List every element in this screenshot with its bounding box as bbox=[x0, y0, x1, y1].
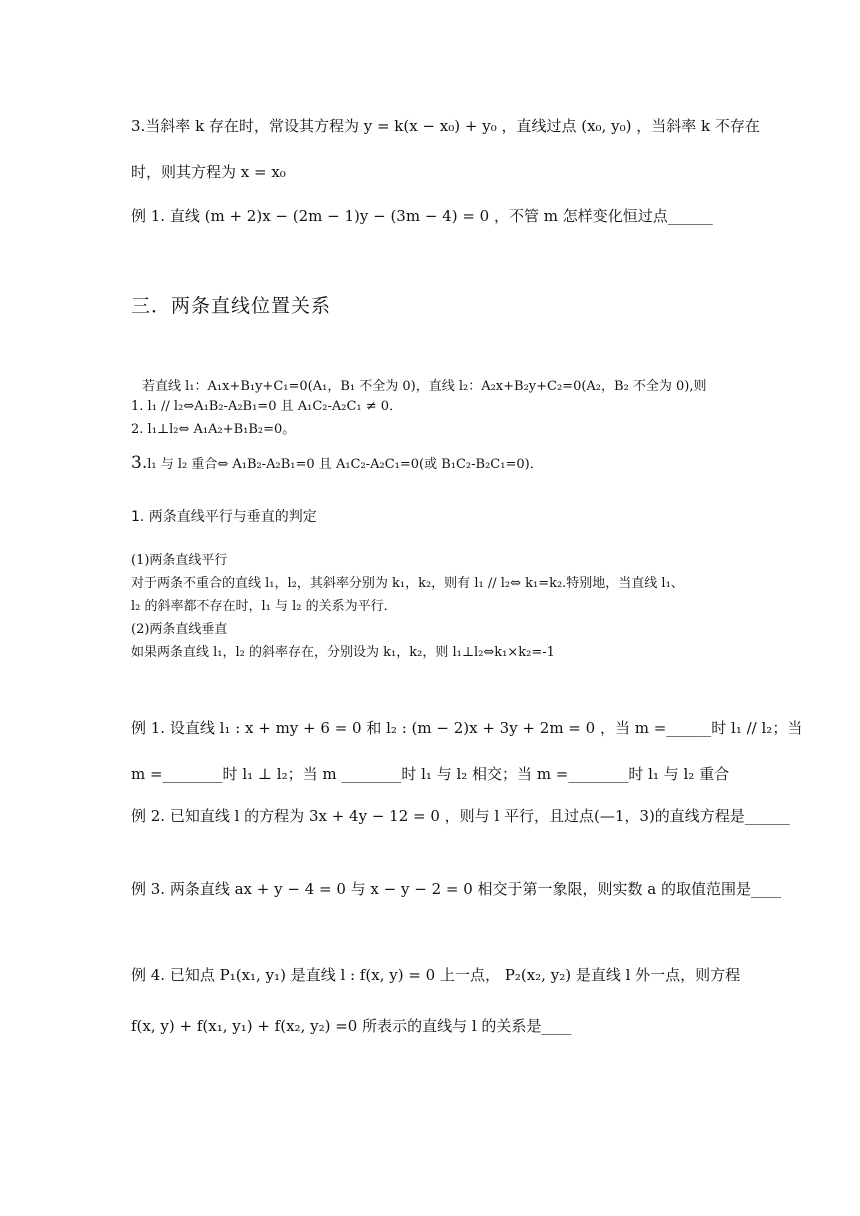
rule-parallel: 1. l₁ // l₂⇔A₁B₂-A₂B₁=0 且 A₁C₂-A₂C₁ ≠ 0． bbox=[131, 399, 403, 414]
perpendicular-text: 如果两条直线 l₁，l₂ 的斜率存在，分别设为 k₁，k₂，则 l₁⊥l₂⇔k₁×k₂=-1 bbox=[131, 645, 555, 660]
parallel-heading: (1)两条直线平行 bbox=[131, 553, 228, 568]
rule-coincide bbox=[131, 454, 543, 474]
example-1-line-b: m =________时 l₁ ⊥ l₂；当 m ________时 l₁ 与 l₂ 相交；当 m =________时 l₁ 与 l₂ 重合 bbox=[131, 765, 730, 783]
parallel-text-2: l₂ 的斜率都不存在时，l₁ 与 l₂ 的关系为平行． bbox=[131, 599, 397, 614]
perpendicular-heading: (2)两条直线垂直 bbox=[131, 622, 228, 637]
example-1-fixed-point: 例 1. 直线 (m + 2)x − (2m − 1)y − (3m − 4) = 0 ，不管 m 怎样变化恒过点______ bbox=[131, 207, 713, 225]
rule-coincide-text: l₁ 与 l₂ 重合⇔ A₁B₂-A₂B₁=0 且 A₁C₂-A₂C₁=0(或 B₁C₂-B₂C₁=0)． bbox=[147, 457, 543, 472]
example-4-line-a: 例 4. 已知点 P₁(x₁, y₁) 是直线 l : f(x, y) = 0 上一点， P₂(x₂, y₂) 是直线 l 外一点，则方程 bbox=[131, 966, 741, 984]
example-1-line-a: 例 1. 设直线 l₁ : x + my + 6 = 0 和 l₂ : (m − 2)x + 3y + 2m = 0 ，当 m =______时 l₁ // l₂；当 bbox=[131, 719, 803, 737]
rule-coincide-number: 3. bbox=[131, 453, 148, 473]
section-title: 三．两条直线位置关系 bbox=[131, 295, 332, 317]
example-2: 例 2. 已知直线 l 的方程为 3x + 4y − 12 = 0 ，则与 l 平行，且过点(—1，3)的直线方程是______ bbox=[131, 807, 790, 825]
lines-condition: 若直线 l₁：A₁x+B₁y+C₁=0(A₁，B₁ 不全为 0)，直线 l₂：A₂x+B₂y+C₂=0(A₂，B₂ 不全为 0),则 bbox=[142, 379, 707, 394]
subsection-title: 1. 两条直线平行与垂直的判定 bbox=[131, 509, 317, 525]
intro-line-1: 3.当斜率 k 存在时，常设其方程为 y = k(x − x₀) + y₀ ，直线过点 (x₀, y₀) ，当斜率 k 不存在 bbox=[131, 117, 760, 135]
rule-perpendicular: 2. l₁⊥l₂⇔ A₁A₂+B₁B₂=0。 bbox=[131, 422, 296, 437]
example-3: 例 3. 两条直线 ax + y − 4 = 0 与 x − y − 2 = 0 相交于第一象限，则实数 a 的取值范围是____ bbox=[131, 880, 782, 898]
intro-line-2: 时，则其方程为 x = x₀ bbox=[131, 163, 286, 181]
parallel-text-1: 对于两条不重合的直线 l₁，l₂，其斜率分别为 k₁，k₂，则有 l₁ // l₂⇔ k₁=k₂.特别地，当直线 l₁、 bbox=[131, 576, 684, 591]
example-4-line-b: f(x, y) + f(x₁, y₁) + f(x₂, y₂) =0 所表示的直线与 l 的关系是____ bbox=[131, 1017, 572, 1035]
